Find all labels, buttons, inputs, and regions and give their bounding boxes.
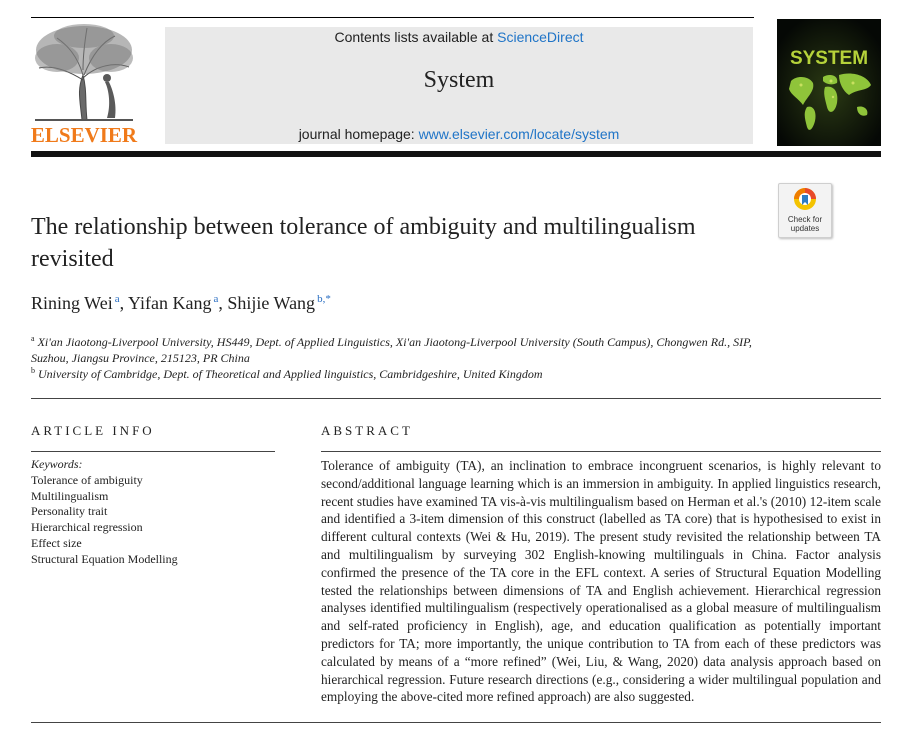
keyword-item: Structural Equation Modelling	[31, 551, 178, 566]
author-name[interactable]: Yifan Kang	[127, 293, 212, 313]
cover-title: SYSTEM	[789, 48, 869, 69]
keyword-item: Effect size	[31, 535, 82, 550]
keywords-list	[31, 457, 178, 568]
affiliation-marker: a	[31, 334, 35, 343]
abstract-heading: ABSTRACT	[321, 423, 413, 438]
keyword-item: Multilingualism	[31, 488, 109, 503]
header-rule	[31, 151, 881, 157]
keyword-item: Tolerance of ambiguity	[31, 472, 143, 487]
homepage-prefix: journal homepage:	[298, 126, 419, 142]
affiliation	[31, 363, 791, 382]
journal-name: System	[423, 67, 495, 93]
check-label-line2: updates	[790, 224, 820, 233]
author-name[interactable]: Shijie Wang	[227, 293, 316, 313]
affiliation-marker: b	[31, 366, 35, 375]
section-divider	[31, 398, 881, 399]
abstract-rule	[321, 451, 881, 452]
homepage-link[interactable]: www.elsevier.com/locate/system	[418, 126, 620, 142]
abstract-text: Tolerance of ambiguity (TA), an inclination to embrace incongruent scenarios, is highly relevant to second/additional language learning which is an immersion in ambiguity. In applied linguistics research, recent studies have examined TA vis-à-vis multilingualism based on Herman et al.'s (2010) 12-item scale and identified a 3-item dimension of this construct (labelled as TA core) that is hypothesised to exist in different cultural contexts (Wei & Hu, 2019). The present study revisited the relationship between TA and multilingualism by surveying 302 English-knowing multilinguals in China. Factor analysis confirmed the presence of the TA core in the EFL context. A series of Structural Equation Modelling tested the relationships between dimensions of TA and English achievement. Hierarchical regression analyses identified multilingualism (respectively operationalised as a global measure of multilingualism and self-rated proficiency in English), age, and education qualification as potentially important predictors for TA; more importantly, the unique contribution to TA from each of these predictors was calculated by means of a “more refined” (Wei, Liu, & Wang, 2020) data analysis approach based on hierarchical regression. Future research directions (e.g., considering a wider multilingual population and employing the above-cited more refined approach) are also suggested.	[321, 458, 881, 705]
journal-cover-image	[777, 19, 881, 146]
author-name[interactable]: Rining Wei	[31, 293, 113, 313]
affiliation-text: University of Cambridge, Dept. of Theoretical and Applied linguistics, Cambridgeshire, United Kingdom	[38, 367, 543, 381]
keyword-item: Personality trait	[31, 504, 108, 519]
keyword-item: Hierarchical regression	[31, 520, 143, 535]
author-affiliation-link[interactable]: b,*	[317, 293, 331, 305]
contents-line	[165, 29, 753, 45]
journal-cover[interactable]	[777, 19, 881, 146]
affiliation	[31, 331, 791, 366]
author-affiliation-link[interactable]: a	[114, 293, 120, 305]
check-for-updates-icon	[793, 187, 817, 215]
publisher-name: ELSEVIER	[30, 123, 138, 147]
elsevier-logo[interactable]	[27, 20, 141, 148]
journal-banner	[165, 27, 753, 144]
author-list: Rining Wei $^a$, Yifan Kang $^a$, Shijie Wang $^{b,*}$	[31, 293, 331, 313]
article-title: The relationship between tolerance of ambiguity and multilingualism revisited	[31, 214, 696, 272]
affiliation-text: Xi'an Jiaotong-Liverpool University, HS449, Dept. of Applied Linguistics, Xi'an Jiaotong-Liverpool University (South Campus), Chongwen Rd., SIP, Suzhou, Jiangsu Province, 215123, PR China	[31, 335, 752, 365]
elsevier-tree-icon	[27, 20, 141, 148]
article-info-rule	[31, 451, 275, 452]
article-info-heading: ARTICLE INFO	[31, 423, 155, 438]
contents-prefix: Contents lists available at	[334, 29, 498, 45]
homepage-line	[165, 126, 753, 142]
keywords-label: Keywords:	[31, 457, 83, 471]
check-for-updates-button[interactable]	[778, 183, 832, 238]
top-rule	[31, 17, 754, 18]
sciencedirect-link[interactable]: ScienceDirect	[497, 29, 584, 45]
check-for-updates-label	[779, 215, 831, 233]
author-affiliation-link[interactable]: a	[213, 293, 219, 305]
check-label-line1: Check for	[787, 215, 823, 224]
bottom-rule	[31, 722, 881, 723]
